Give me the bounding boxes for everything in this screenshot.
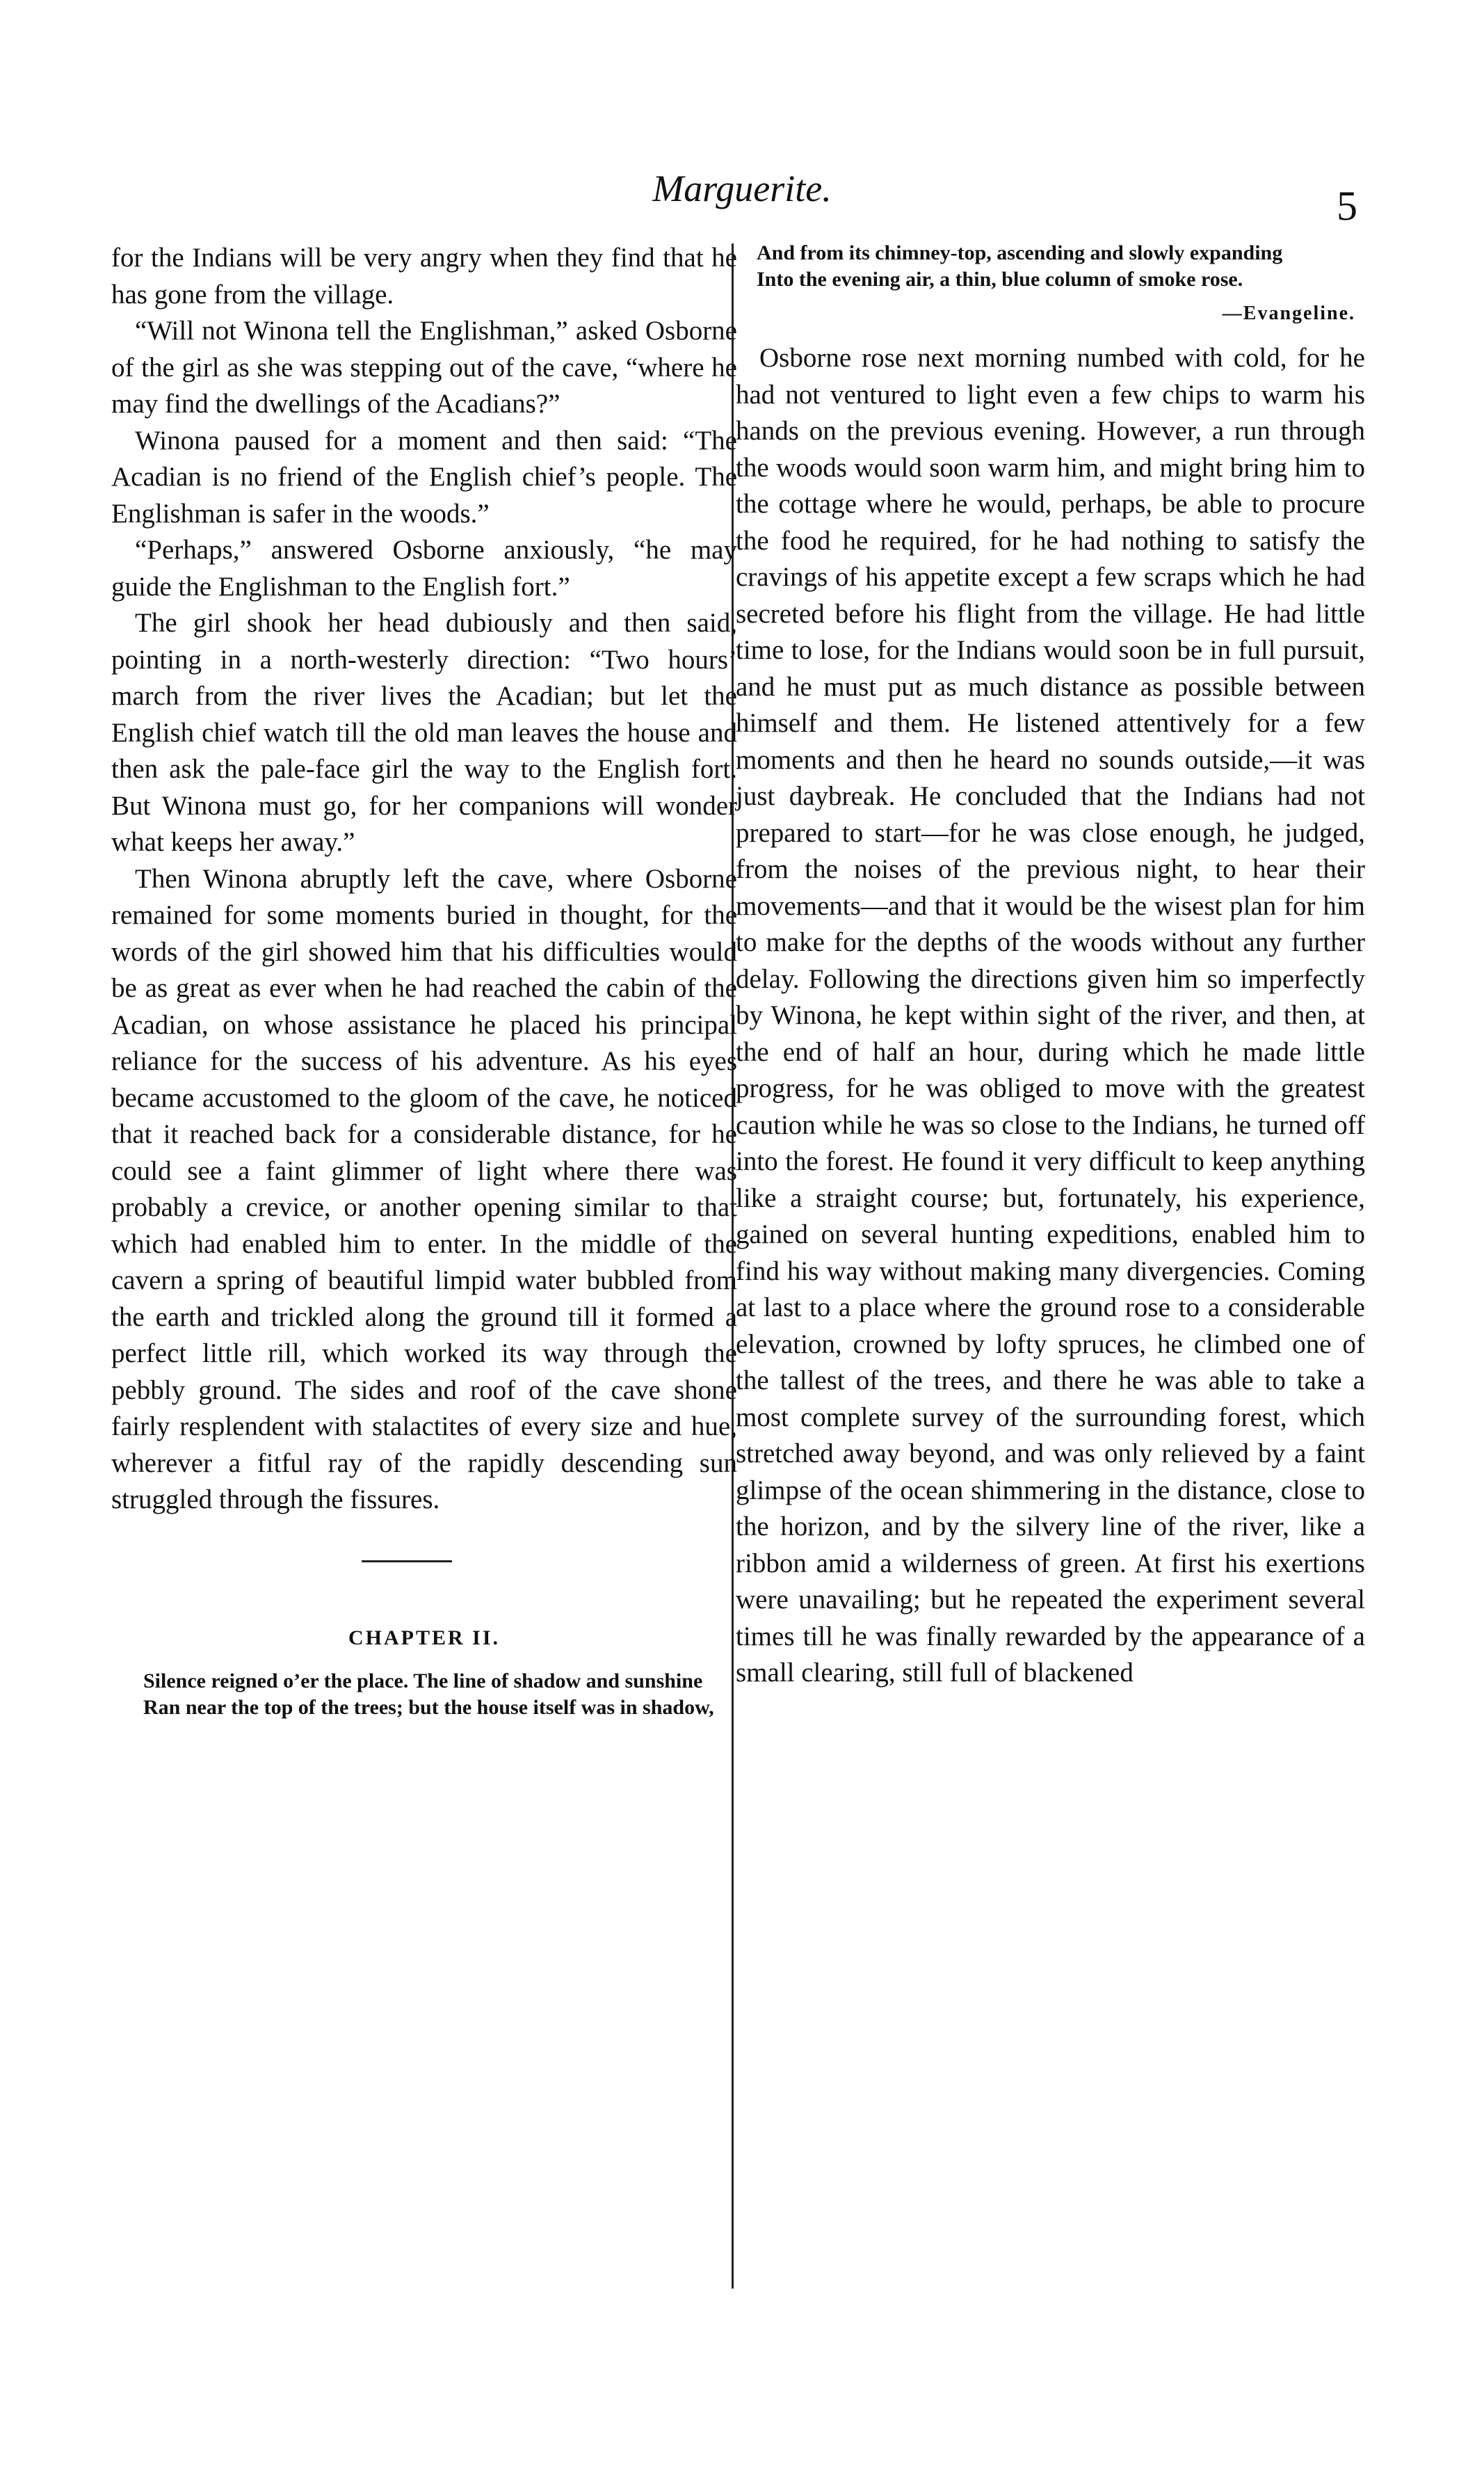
running-title: Marguerite. bbox=[652, 168, 832, 209]
epigraph bbox=[143, 1668, 737, 1721]
paragraph: Then Winona abruptly left the cave, where Osborne remained for some moments buried in thought, for the words of the girl showed him that his difficulties would be as great as ever when he had reached the cabin of the Acadian, on whose assistance he placed his principal reliance for the success of his adventure. As his eyes became accustomed to the gloom of the cave, he noticed that it reached back for a considerable distance, for he could see a faint glimmer of light where there was probably a crevice, or another opening similar to that which had enabled him to enter. In the middle of the cavern a spring of beautiful limpid water bubbled from the earth and trickled along the ground till it formed a perfect little rill, which worked its way through the pebbly ground. The sides and roof of the cave shone fairly resplendent with stalactites of every size and hue, wherever a fitful ray of the rapidly descending sun struggled through the fissures. bbox=[111, 863, 737, 1514]
paragraph: The girl shook her head dubiously and then said, pointing in a north-westerly direction: “Two hours’ march from the river lives the Acadian; but let the English chief watch till the old man leaves the house and then ask the pale-face girl the way to the English fort. But Winona must go, for her companions will wonder what keeps her away.” bbox=[111, 608, 737, 857]
chapter-heading: CHAPTER II. bbox=[348, 1626, 501, 1649]
section-divider bbox=[362, 1560, 452, 1562]
paragraph: “Perhaps,” answered Osborne anxiously, “he may guide the Englishman to the English fort.” bbox=[111, 535, 737, 602]
epigraph-line: And from its chimney-top, ascending and slowly expanding bbox=[757, 241, 1283, 264]
paragraph: for the Indians will be very angry when they find that he has gone from the village. bbox=[111, 243, 737, 310]
paragraph: Osborne rose next morning numbed with cold, for he had not ventured to light even a few chips to warm his hands on the previous evening. However, a run through the woods would soon warm him, and might bring him to the cottage where he would, perhaps, be able to procure the food he required, for he had nothing to satisfy the cravings of his appetite except a few scraps which he had secreted before his flight from the village. He had little time to lose, for the Indians would soon be in full pursuit, and he must put as much distance as possible between himself and them. He listened attentively for a few moments and then he heard no sounds outside,—it was just daybreak. He concluded that the Indians had not prepared to start—for he was close enough, he judged, from the noises of the previous night, to hear their movements—and that it would be the wisest plan for him to make for the depths of the woods without any further delay. Following the directions given him so imperfectly by Winona, he kept within sight of the river, and then, at the end of half an hour, during which he made little progress, for he was obliged to move with the greatest caution while he was so close to the Indians, he turned off into the forest. He found it very difficult to keep anything like a straight course; but, fortunately, his experience, gained on several hunting expeditions, enabled him to find his way without making many divergencies. Coming at last to a place where the ground rose to a considerable elevation, crowned by lofty spruces, he climbed one of the tallest of the trees, and there he was able to take a most complete survey of the surrounding forest, which stretched away beyond, and was only relieved by a faint glimpse of the ocean shimmering in the distance, close to the horizon, and by the silvery line of the river, like a ribbon amid a wilderness of green. At first his exertions were unavailing; but he repeated the experiment several times till he was finally rewarded by the appearance of a small clearing, still full of blackened bbox=[736, 343, 1365, 1688]
epigraph-attribution: —Evangeline. bbox=[1222, 303, 1355, 324]
paragraph: “Will not Winona tell the Englishman,” asked Osborne of the girl as she was stepping out of the cave, “where he may find the dwellings of the Acadians?” bbox=[111, 316, 737, 419]
page-number: 5 bbox=[1337, 183, 1357, 229]
epigraph-line: Ran near the top of the trees; but the house itself was in shadow, bbox=[143, 1695, 714, 1719]
right-column bbox=[736, 240, 1365, 1692]
epigraph-line: Into the evening air, a thin, blue column of smoke rose. bbox=[757, 268, 1243, 291]
epigraph-continued bbox=[757, 240, 1365, 293]
epigraph-line: Silence reigned o’er the place. The line of shadow and sunshine bbox=[143, 1669, 703, 1692]
left-column bbox=[111, 240, 737, 1721]
paragraph: Winona paused for a moment and then said: “The Acadian is no friend of the English chief’s people. The Englishman is safer in the woods.” bbox=[111, 425, 737, 529]
